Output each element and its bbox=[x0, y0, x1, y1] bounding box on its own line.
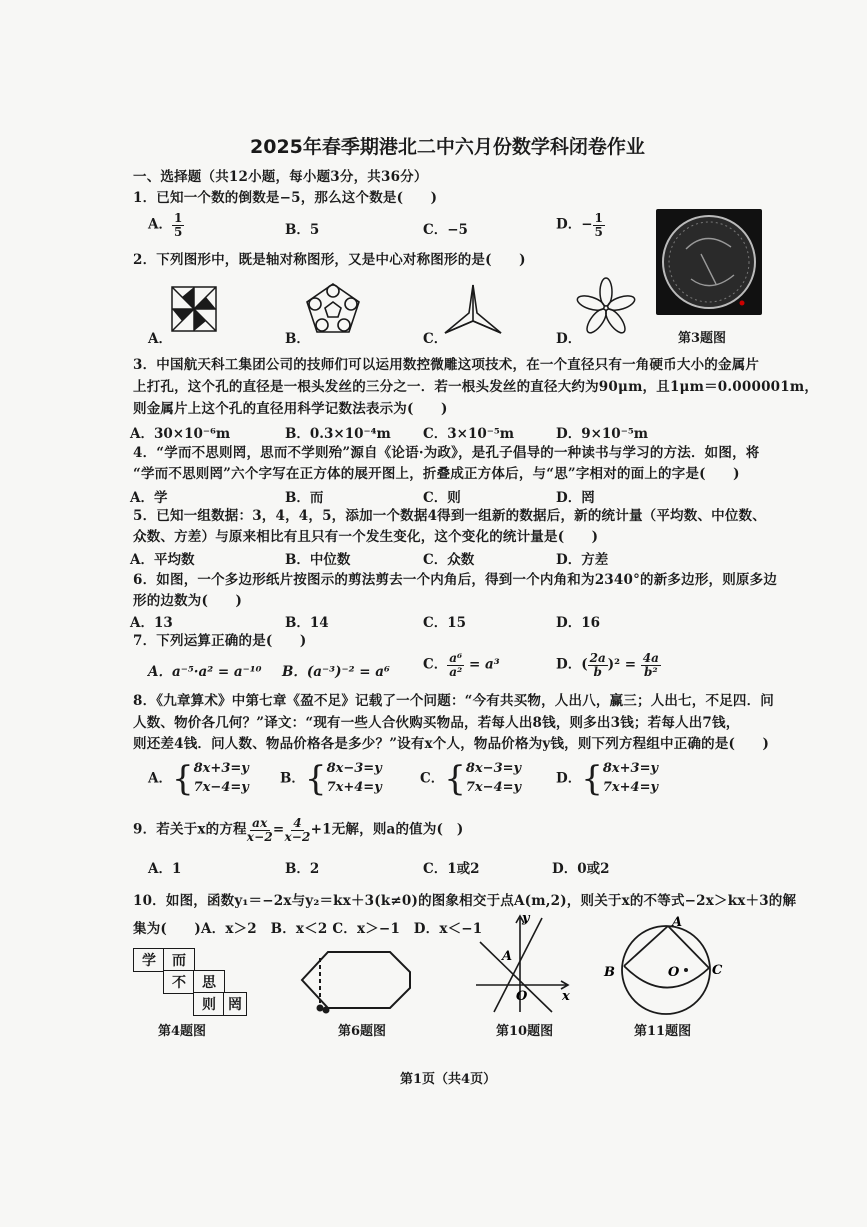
q3-line1: 3．中国航天科工集团公司的技师们可以运用数控微雕这项技术，在一个直径只有一角硬币大小的金属片 bbox=[133, 357, 760, 373]
q3-option-a: A．30×10⁻⁶m bbox=[130, 426, 231, 442]
q9-option-b: B．2 bbox=[285, 861, 320, 877]
coin-image bbox=[656, 209, 762, 315]
q8-line1: 8．《九章算术》中第七章《盈不足》记载了一个问题：“今有共买物，人出八，赢三；人出七，不足四．问 bbox=[133, 693, 775, 709]
q8-line2: 人数、物价各几何？”译文：“现有一些人合伙购买物品，若每人出8钱，则多出3钱；若每人出7钱， bbox=[133, 715, 740, 731]
net-cell: 学 bbox=[133, 948, 165, 972]
q6-option-d: D．16 bbox=[556, 615, 600, 631]
q4-option-c: C．则 bbox=[423, 490, 461, 506]
y-axis-label: y bbox=[522, 911, 530, 926]
q3-option-b: B．0.3×10⁻⁴m bbox=[285, 426, 391, 442]
cube-net-figure bbox=[133, 948, 243, 1020]
q9-stem: 9．若关于x的方程 $\frac{ax}{x-2}$ = $\frac{4}{x-2}$ +1无解，则a的值为( ) bbox=[133, 816, 464, 844]
q2-option-b: B． bbox=[285, 331, 310, 347]
q7-option-b: B．(a⁻³)⁻² = a⁶ bbox=[282, 664, 390, 680]
q2-option-d: D． bbox=[556, 331, 582, 347]
fig3-caption: 第3题图 bbox=[678, 331, 727, 346]
q4-option-d: D．罔 bbox=[556, 490, 595, 506]
q7-option-a: A．a⁻⁵·a² = a⁻¹⁰ bbox=[148, 664, 262, 680]
section-heading: 一、选择题（共12小题，每小题3分，共36分） bbox=[133, 169, 428, 185]
q8-option-a: A．{8x+3=y 7x−4=y bbox=[148, 758, 249, 799]
circle-o bbox=[622, 926, 710, 1014]
q5-option-c: C．众数 bbox=[423, 552, 475, 568]
origin-label: O bbox=[516, 989, 528, 1004]
q10-line2: 集为( )A．x＞2 B．x＜2 C．x＞−1 D．x＜−1 bbox=[133, 921, 483, 937]
scissors-icon bbox=[317, 1005, 330, 1014]
q9-option-a: A．1 bbox=[148, 861, 182, 877]
coin-photo bbox=[656, 209, 762, 315]
q7-option-c: C． $\frac{\text{a⁶}}{\text{a²}}$ = a³ bbox=[423, 651, 500, 679]
q3-option-c: C．3×10⁻⁵m bbox=[423, 426, 515, 442]
q2-option-c: C． bbox=[423, 331, 448, 347]
q6-option-a: A．13 bbox=[130, 615, 173, 631]
center-o-label: O bbox=[668, 965, 680, 980]
q1-option-d: D．− $\frac{1}{5}$ bbox=[556, 211, 603, 239]
linear-functions-graph bbox=[472, 912, 572, 1018]
q1-stem: 1．已知一个数的倒数是−5，那么这个数是( ) bbox=[133, 190, 438, 206]
pinwheel-figure bbox=[170, 285, 218, 335]
q5-option-a: A．平均数 bbox=[130, 552, 195, 568]
q4-option-b: B．而 bbox=[285, 490, 324, 506]
pentagon-figure bbox=[303, 280, 363, 338]
point-a-label: A bbox=[502, 949, 513, 964]
q8-option-c: C．{8x−3=y 7x−4=y bbox=[420, 758, 522, 799]
q3-line3: 则金属片上这个孔的直径用科学记数法表示为( ) bbox=[133, 401, 448, 417]
q9-option-c: C．1或2 bbox=[423, 861, 480, 877]
q5-option-b: B．中位数 bbox=[285, 552, 351, 568]
q2-option-a: A． bbox=[148, 331, 172, 347]
q9-option-d: D．0或2 bbox=[552, 861, 610, 877]
q8-line3: 则还差4钱．问人数、物品价格各是多少？”设有x个人，物品价格为y钱，则下列方程组中正确的是( ) bbox=[133, 736, 770, 752]
fig4-caption: 第4题图 bbox=[158, 1024, 207, 1039]
fig6-caption: 第6题图 bbox=[338, 1024, 387, 1039]
point-c-label: C bbox=[712, 963, 723, 978]
fig11-caption: 第11题图 bbox=[634, 1024, 692, 1039]
q3-option-d: D．9×10⁻⁵m bbox=[556, 426, 649, 442]
q7-option-d: D．( $\frac{2a}{b}$ )² = $\frac{4a}{\text{b²}}$ bbox=[556, 651, 659, 679]
q3-line2: 上打孔，这个孔的直径是一根头发丝的三分之一．若一根头发丝的直径大约为90μm，且1μm＝0.000001m， bbox=[133, 379, 819, 395]
net-cell: 而 bbox=[163, 948, 195, 972]
q8-option-b: B．{8x−3=y 7x+4=y bbox=[280, 758, 382, 799]
polygon-cut-figure bbox=[298, 948, 414, 1018]
q7-stem: 7．下列运算正确的是( ) bbox=[133, 633, 307, 649]
q2-stem: 2．下列图形中，既是轴对称图形，又是中心对称图形的是( ) bbox=[133, 252, 526, 268]
q1-option-b: B．5 bbox=[285, 222, 320, 238]
point-b-label: B bbox=[604, 965, 615, 980]
q10-line1: 10．如图，函数y₁＝−2x与y₂＝kx＋3(k≠0)的图象相交于点A(m,2)，则关于x的不等式−2x＞kx＋3的解 bbox=[133, 893, 797, 909]
q5-option-d: D．方差 bbox=[556, 552, 609, 568]
q6-line2: 形的边数为( ) bbox=[133, 593, 243, 609]
q1-option-c: C．−5 bbox=[423, 222, 468, 238]
q6-line1: 6．如图，一个多边形纸片按图示的剪法剪去一个内角后，得到一个内角和为2340°的新多边形，则原多边 bbox=[133, 572, 778, 588]
point-a-label: A bbox=[672, 915, 683, 930]
q5-line2: 众数、方差）与原来相比有且只有一个发生变化，这个变化的统计量是( ) bbox=[133, 529, 599, 545]
q6-option-c: C．15 bbox=[423, 615, 467, 631]
q6-option-b: B．14 bbox=[285, 615, 329, 631]
tripod-figure bbox=[443, 283, 503, 339]
net-cell: 思 bbox=[193, 970, 225, 994]
page-footer: 第1页（共4页） bbox=[400, 1072, 497, 1087]
fig10-caption: 第10题图 bbox=[496, 1024, 554, 1039]
x-axis-label: x bbox=[562, 989, 570, 1004]
net-cell: 不 bbox=[163, 970, 195, 994]
q1-option-a: A． $\frac{1}{5}$ bbox=[148, 211, 183, 239]
circle-figure bbox=[600, 912, 730, 1018]
q4-line2: “学而不思则罔”六个字写在正方体的展开图上，折叠成正方体后，与“思”字相对的面上的字是( ) bbox=[133, 466, 740, 482]
q5-line1: 5．已知一组数据：3，4，4，5，添加一个数据4得到一组新的数据后，新的统计量（平均数、中位数、 bbox=[133, 508, 766, 524]
q4-line1: 4．“学而不思则罔，思而不学则殆”源自《论语·为政》，是孔子倡导的一种读书与学习的方法．如图，将 bbox=[133, 445, 760, 461]
flower-figure bbox=[578, 277, 634, 339]
net-cell: 罔 bbox=[223, 992, 247, 1016]
net-cell: 则 bbox=[193, 992, 225, 1016]
q4-option-a: A．学 bbox=[130, 490, 168, 506]
q8-option-d: D．{8x+3=y 7x+4=y bbox=[556, 758, 659, 799]
page-title: 2025年春季期港北二中六月份数学科闭卷作业 bbox=[250, 136, 645, 158]
